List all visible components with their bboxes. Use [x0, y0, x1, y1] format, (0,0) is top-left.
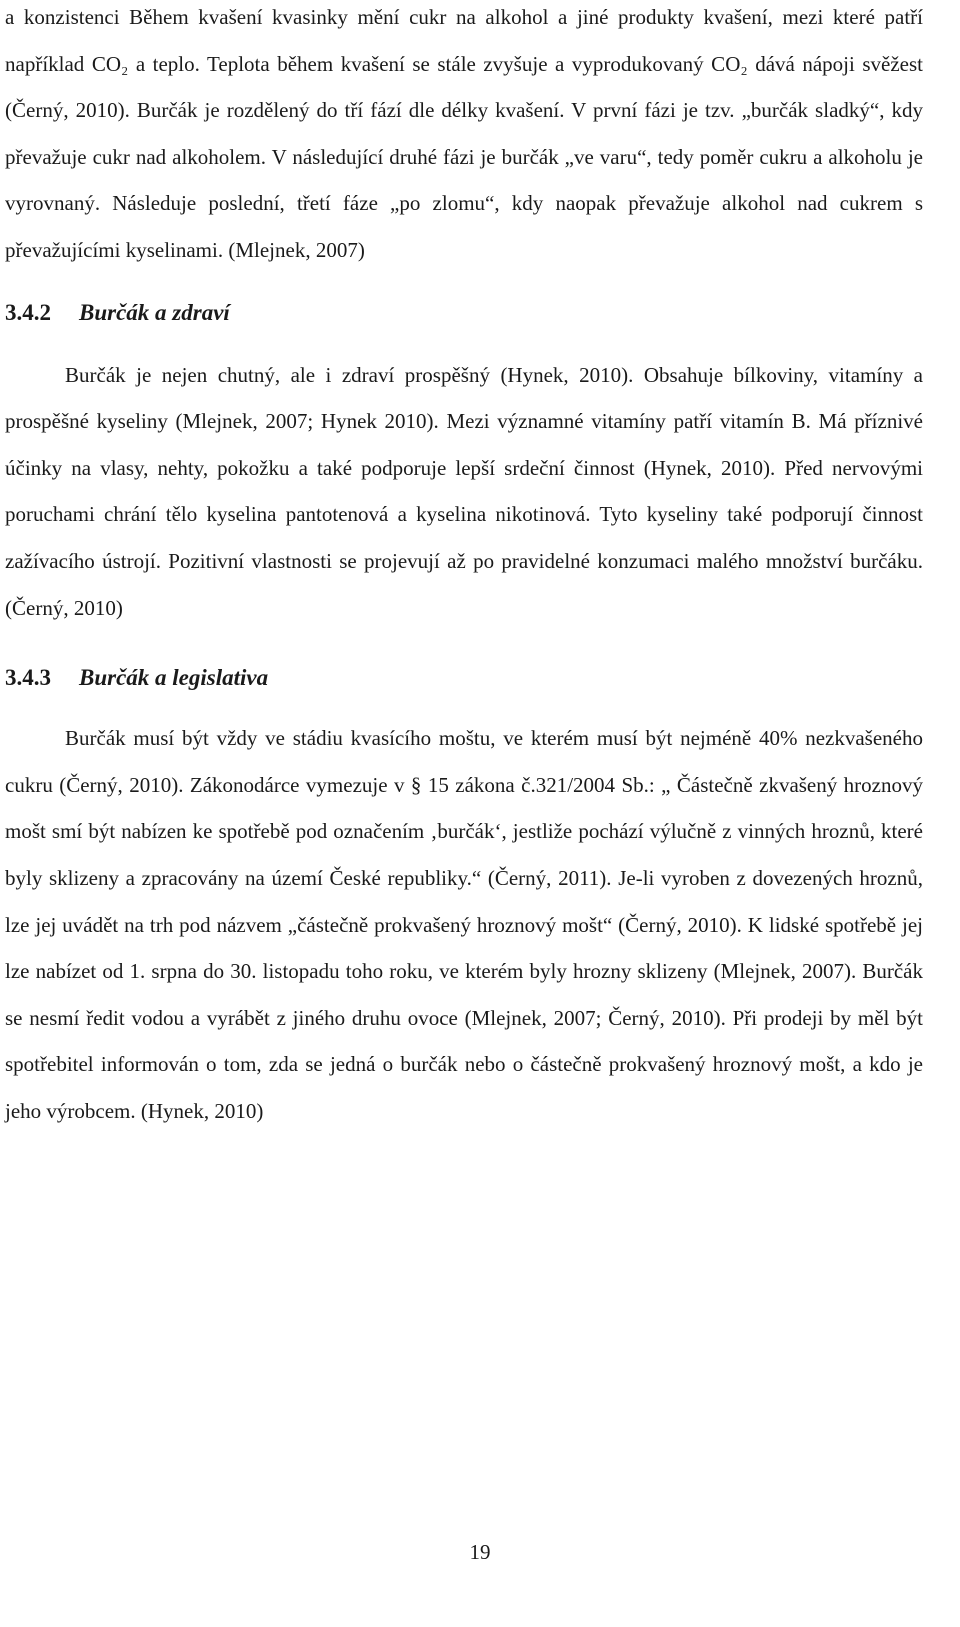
section-number: 3.4.3 [5, 665, 51, 691]
page-number: 19 [469, 1540, 491, 1564]
section-number: 3.4.2 [5, 299, 51, 325]
paragraph-health: Burčák je nejen chutný, ale i zdraví prospěšný (Hynek, 2010). Obsahuje bílkoviny, vitamíny a prospěšné kyseliny (Mlejnek, 2007; Hynek 2010). Mezi významné vitamíny patří vitamín B. Má příznivé účinky na vlasy, nehty, pokožku a také podporuje lepší srdeční činnost (Hynek, 2010). Před nervovými poruchami chrání tělo kyselina pantotenová a kyselina nikotinová. Tyto kyseliny také podporují činnost zažívacího ústrojí. Pozitivní vlastnosti se projevují až po pravidelné konzumaci malého množství burčáku. (Černý, 2010) [5, 362, 923, 620]
section-heading-3-4-2 [5, 296, 923, 330]
section-title: Burčák a legislativa [79, 665, 269, 691]
document-page [5, 0, 923, 1134]
paragraph-fermentation: a konzistenci Během kvašení kvasinky mění cukr na alkohol a jiné produkty kvašení, mezi které patří například CO₂ a teplo. Teplota během kvašení se stále zvyšuje a vyprodukovaný CO₂ dává nápoji svěžest (Černý, 2010). Burčák je rozdělený do tří fází dle délky kvašení. V první fázi je tzv. „burčák sladký“, kdy převažuje cukr nad alkoholem. V následující druhé fázi je burčák „ve varu“, tedy poměr cukru a alkoholu je vyrovnaný. Následuje poslední, třetí fáze „po zlomu“, kdy naopak převažuje alkohol nad cukrem s převažujícími kyselinami. (Mlejnek, 2007) [5, 5, 923, 262]
paragraph-legislation: Burčák musí být vždy ve stádiu kvasícího moštu, ve kterém musí být nejméně 40% nezkvašeného cukru (Černý, 2010). Zákonodárce vymezuje v § 15 zákona č.321/2004 Sb.: „ Částečně zkvašený hroznový mošt smí být nabízen ke spotřebě pod označením ‚burčák‘, jestliže pochází výlučně z vinných hroznů, které byly sklizeny a zpracovány na území České republiky.“ (Černý, 2011). Je-li vyroben z dovezených hroznů, lze jej uvádět na trh pod názvem „částečně prokvašený hroznový mošt“ (Černý, 2010). K lidské spotřebě jej lze nabízet od 1. srpna do 30. listopadu toho roku, ve kterém byly hrozny sklizeny (Mlejnek, 2007). Burčák se nesmí ředit vodou a vyrábět z jiného druhu ovoce (Mlejnek, 2007; Černý, 2010). Při prodeji by měl být spotřebitel informován o tom, zda se jedná o burčák nebo o částečně prokvašený hroznový mošt, a kdo je jeho výrobcem. (Hynek, 2010) [5, 726, 923, 1123]
section-heading-3-4-3 [5, 661, 923, 695]
section-title: Burčák a zdraví [79, 299, 230, 325]
